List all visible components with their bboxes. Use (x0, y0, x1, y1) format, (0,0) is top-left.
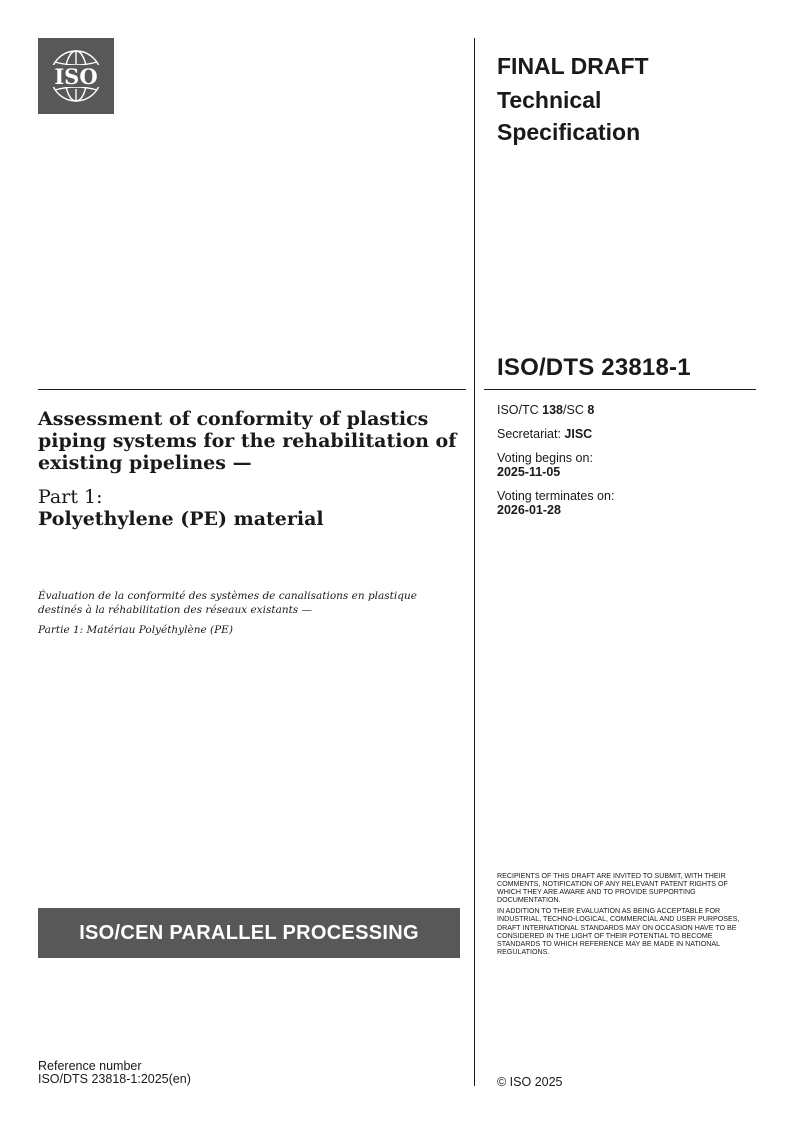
horizontal-divider-left (38, 389, 466, 390)
french-title (38, 589, 458, 637)
logo-text: ISO (54, 64, 98, 89)
part-title: Polyethylene (PE) material (38, 508, 324, 530)
document-metadata (497, 403, 757, 527)
document-type-line2: Specification (497, 119, 641, 145)
iso-logo (38, 38, 114, 114)
document-number: ISO/DTS 23818-1 (497, 354, 691, 381)
reference-value: ISO/DTS 23818-1:2025(en) (38, 1072, 191, 1086)
vertical-divider (474, 38, 475, 1086)
iso-globe-logo-icon (38, 38, 114, 114)
document-type (497, 50, 767, 148)
part-label: Part 1: (38, 486, 103, 508)
committee-sep: /SC (563, 403, 588, 417)
document-status: FINAL DRAFT (497, 53, 649, 79)
horizontal-divider-right (484, 389, 756, 390)
notice-paragraph-2: IN ADDITION TO THEIR EVALUATION AS BEING ACCEPTABLE FOR INDUSTRIAL, TECHNO-LOGICAL, COMMERCIAL AND USER PURPOSES, DRAFT INTERNATIONAL STANDARDS MAY ON OCCASION HAVE TO BE CONSIDERED IN THE LIGHT OF THEIR POTENTIAL TO BECOME STANDARDS TO WHICH REFERENCE MAY BE MADE IN NATIONAL REGULATIONS. (497, 907, 740, 956)
reference-label: Reference number (38, 1059, 142, 1073)
copyright: © ISO 2025 (497, 1075, 563, 1089)
secretariat-row (497, 427, 757, 441)
committee-row (497, 403, 757, 417)
voting-terminates-date: 2026-01-28 (497, 503, 561, 517)
voting-begins-row (497, 451, 757, 479)
voting-begins-label: Voting begins on: (497, 451, 593, 465)
voting-terminates-label: Voting terminates on: (497, 489, 615, 503)
secretariat-value: JISC (564, 427, 593, 441)
committee-prefix: ISO/TC (497, 403, 543, 417)
committee-tc: 138 (542, 403, 564, 417)
committee-sc: 8 (587, 403, 595, 417)
document-title (38, 408, 458, 530)
notice-paragraph-1: RECIPIENTS OF THIS DRAFT ARE INVITED TO SUBMIT, WITH THEIR COMMENTS, NOTIFICATION OF ANY RELEVANT PATENT RIGHTS OF WHICH THEY ARE AWARE AND TO PROVIDE SUPPORTING DOCUMENTATION. (497, 872, 728, 905)
french-part-title: Partie 1: Matériau Polyéthylène (PE) (38, 624, 233, 636)
title-main: Assessment of conformity of plastics piping systems for the rehabilitation of existing pipelines — (38, 408, 457, 474)
reference-number (38, 1060, 191, 1086)
secretariat-label: Secretariat: (497, 427, 565, 441)
parallel-processing-banner: ISO/CEN PARALLEL PROCESSING (38, 908, 460, 958)
document-type-line1: Technical (497, 87, 602, 113)
voting-begins-date: 2025-11-05 (497, 465, 561, 479)
french-title-main: Évaluation de la conformité des systèmes de canalisations en plastique destinés à la réhabilitation des réseaux existants — (38, 590, 417, 616)
draft-notice (497, 872, 749, 959)
voting-terminates-row (497, 489, 757, 517)
